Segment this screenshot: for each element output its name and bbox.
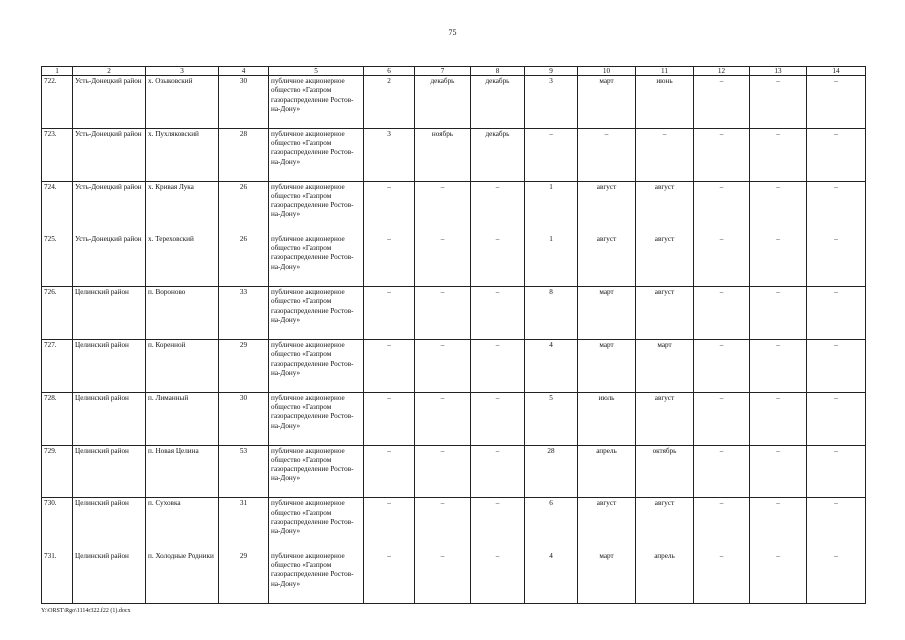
column-header: 11 [636, 67, 694, 76]
cell-district: Целинский район [73, 445, 146, 498]
table-row [42, 287, 866, 340]
cell-end-month-b: – [636, 128, 694, 181]
cell-count-b: 28 [525, 445, 578, 498]
cell-end-month-b: август [636, 498, 694, 551]
cell-count-a: 3 [364, 128, 415, 181]
cell-end-month-a: – [471, 287, 525, 340]
cell-end-month-a: – [471, 181, 525, 234]
cell-col-13: – [750, 128, 807, 181]
cell-col-12: – [694, 339, 750, 392]
column-header: 6 [364, 67, 415, 76]
cell-settlement: х. Кривая Лука [146, 181, 219, 234]
cell-district: Целинский район [73, 498, 146, 551]
cell-district: Целинский район [73, 392, 146, 445]
cell-start-month-b: август [578, 234, 636, 287]
cell-start-month-a: – [415, 445, 471, 498]
cell-count-a: – [364, 498, 415, 551]
cell-end-month-b: август [636, 181, 694, 234]
cell-count-a: – [364, 339, 415, 392]
table-row [42, 498, 866, 551]
cell-count-b: – [525, 128, 578, 181]
cell-settlement: х. Тереховский [146, 234, 219, 287]
column-header: 3 [146, 67, 219, 76]
cell-length: 26 [219, 181, 269, 234]
cell-length: 29 [219, 339, 269, 392]
cell-end-month-a: декабрь [471, 128, 525, 181]
cell-start-month-b: апрель [578, 445, 636, 498]
cell-col-13: – [750, 287, 807, 340]
cell-col-13: – [750, 234, 807, 287]
cell-col-12: – [694, 392, 750, 445]
cell-col-14: – [807, 287, 866, 340]
cell-count-a: – [364, 551, 415, 604]
cell-col-14: – [807, 76, 866, 129]
cell-length: 26 [219, 234, 269, 287]
cell-col-12: – [694, 128, 750, 181]
cell-count-a: – [364, 287, 415, 340]
cell-count-b: 1 [525, 181, 578, 234]
cell-end-month-a: декабрь [471, 76, 525, 129]
cell-count-b: 1 [525, 234, 578, 287]
column-header: 7 [415, 67, 471, 76]
cell-start-month-a: – [415, 551, 471, 604]
cell-start-month-a: – [415, 181, 471, 234]
cell-row-number: 723. [42, 128, 73, 181]
cell-end-month-b: апрель [636, 551, 694, 604]
cell-col-14: – [807, 551, 866, 604]
column-header: 8 [471, 67, 525, 76]
cell-start-month-a: ноябрь [415, 128, 471, 181]
cell-start-month-b: август [578, 181, 636, 234]
cell-col-13: – [750, 392, 807, 445]
table-row [42, 339, 866, 392]
gasification-table [41, 66, 866, 604]
table-header-row [42, 67, 866, 76]
cell-row-number: 728. [42, 392, 73, 445]
cell-start-month-b: март [578, 339, 636, 392]
cell-length: 30 [219, 76, 269, 129]
cell-organization: публичное акционерное общество «Газпром газораспределение Ростов-на-Дону» [269, 128, 364, 181]
cell-col-12: – [694, 76, 750, 129]
cell-length: 53 [219, 445, 269, 498]
cell-col-13: – [750, 76, 807, 129]
cell-count-a: 2 [364, 76, 415, 129]
cell-row-number: 725. [42, 234, 73, 287]
cell-col-12: – [694, 551, 750, 604]
cell-length: 28 [219, 128, 269, 181]
cell-start-month-b: март [578, 287, 636, 340]
cell-settlement: п. Новая Целина [146, 445, 219, 498]
cell-start-month-a: – [415, 234, 471, 287]
cell-count-b: 8 [525, 287, 578, 340]
cell-settlement: п. Вороново [146, 287, 219, 340]
cell-length: 31 [219, 498, 269, 551]
cell-col-12: – [694, 234, 750, 287]
column-header: 1 [42, 67, 73, 76]
cell-district: Усть-Донецкий район [73, 76, 146, 129]
column-header: 12 [694, 67, 750, 76]
cell-settlement: х. Озыковский [146, 76, 219, 129]
cell-col-13: – [750, 498, 807, 551]
page-number: 75 [448, 28, 457, 37]
cell-col-13: – [750, 339, 807, 392]
cell-start-month-a: – [415, 498, 471, 551]
cell-length: 30 [219, 392, 269, 445]
column-header: 10 [578, 67, 636, 76]
cell-row-number: 731. [42, 551, 73, 604]
cell-col-13: – [750, 445, 807, 498]
cell-organization: публичное акционерное общество «Газпром газораспределение Ростов-на-Дону» [269, 234, 364, 287]
cell-count-a: – [364, 181, 415, 234]
cell-district: Целинский район [73, 287, 146, 340]
cell-settlement: п. Суховка [146, 498, 219, 551]
cell-organization: публичное акционерное общество «Газпром газораспределение Ростов-на-Дону» [269, 551, 364, 604]
cell-end-month-a: – [471, 551, 525, 604]
cell-district: Усть-Донецкий район [73, 128, 146, 181]
cell-row-number: 730. [42, 498, 73, 551]
cell-start-month-a: – [415, 339, 471, 392]
cell-count-b: 5 [525, 392, 578, 445]
column-header: 4 [219, 67, 269, 76]
cell-col-12: – [694, 498, 750, 551]
cell-end-month-a: – [471, 445, 525, 498]
cell-start-month-b: июль [578, 392, 636, 445]
cell-end-month-b: август [636, 287, 694, 340]
cell-district: Целинский район [73, 339, 146, 392]
table-row [42, 128, 866, 181]
cell-organization: публичное акционерное общество «Газпром газораспределение Ростов-на-Дону» [269, 498, 364, 551]
cell-start-month-b: август [578, 498, 636, 551]
cell-organization: публичное акционерное общество «Газпром газораспределение Ростов-на-Дону» [269, 445, 364, 498]
cell-end-month-a: – [471, 498, 525, 551]
cell-settlement: х. Пухляковский [146, 128, 219, 181]
cell-count-b: 4 [525, 339, 578, 392]
cell-length: 33 [219, 287, 269, 340]
cell-col-14: – [807, 445, 866, 498]
cell-col-14: – [807, 339, 866, 392]
cell-settlement: п. Коренной [146, 339, 219, 392]
table-row [42, 76, 866, 129]
cell-district: Усть-Донецкий район [73, 181, 146, 234]
cell-end-month-a: – [471, 339, 525, 392]
table-row [42, 551, 866, 604]
column-header: 2 [73, 67, 146, 76]
cell-organization: публичное акционерное общество «Газпром газораспределение Ростов-на-Дону» [269, 339, 364, 392]
cell-row-number: 722. [42, 76, 73, 129]
cell-col-14: – [807, 128, 866, 181]
footer-file-path: Y:\ORST\Rgo\1114r322.f22 (1).docx [41, 608, 131, 614]
cell-count-a: – [364, 445, 415, 498]
cell-district: Усть-Донецкий район [73, 234, 146, 287]
cell-row-number: 729. [42, 445, 73, 498]
table-row [42, 234, 866, 287]
cell-end-month-b: август [636, 234, 694, 287]
cell-count-a: – [364, 234, 415, 287]
cell-end-month-a: – [471, 234, 525, 287]
cell-col-12: – [694, 287, 750, 340]
cell-organization: публичное акционерное общество «Газпром газораспределение Ростов-на-Дону» [269, 181, 364, 234]
cell-settlement: п. Лиманный [146, 392, 219, 445]
cell-end-month-b: июнь [636, 76, 694, 129]
table-row [42, 181, 866, 234]
cell-district: Целинский район [73, 551, 146, 604]
cell-row-number: 724. [42, 181, 73, 234]
column-header: 14 [807, 67, 866, 76]
table-row [42, 392, 866, 445]
cell-col-14: – [807, 498, 866, 551]
cell-start-month-b: – [578, 128, 636, 181]
cell-col-14: – [807, 234, 866, 287]
cell-end-month-b: октябрь [636, 445, 694, 498]
cell-start-month-a: – [415, 392, 471, 445]
cell-col-13: – [750, 181, 807, 234]
cell-end-month-b: август [636, 392, 694, 445]
column-header: 9 [525, 67, 578, 76]
cell-end-month-a: – [471, 392, 525, 445]
cell-col-13: – [750, 551, 807, 604]
cell-start-month-a: – [415, 287, 471, 340]
cell-col-14: – [807, 392, 866, 445]
cell-start-month-a: декабрь [415, 76, 471, 129]
cell-count-b: 4 [525, 551, 578, 604]
cell-row-number: 726. [42, 287, 73, 340]
cell-row-number: 727. [42, 339, 73, 392]
cell-organization: публичное акционерное общество «Газпром газораспределение Ростов-на-Дону» [269, 287, 364, 340]
cell-count-b: 3 [525, 76, 578, 129]
table-row [42, 445, 866, 498]
cell-organization: публичное акционерное общество «Газпром газораспределение Ростов-на-Дону» [269, 392, 364, 445]
cell-organization: публичное акционерное общество «Газпром газораспределение Ростов-на-Дону» [269, 76, 364, 129]
cell-start-month-b: март [578, 76, 636, 129]
cell-col-12: – [694, 445, 750, 498]
cell-count-b: 6 [525, 498, 578, 551]
cell-settlement: п. Холодные Родники [146, 551, 219, 604]
cell-end-month-b: март [636, 339, 694, 392]
cell-count-a: – [364, 392, 415, 445]
cell-col-12: – [694, 181, 750, 234]
cell-col-14: – [807, 181, 866, 234]
column-header: 13 [750, 67, 807, 76]
column-header: 5 [269, 67, 364, 76]
cell-start-month-b: март [578, 551, 636, 604]
cell-length: 29 [219, 551, 269, 604]
